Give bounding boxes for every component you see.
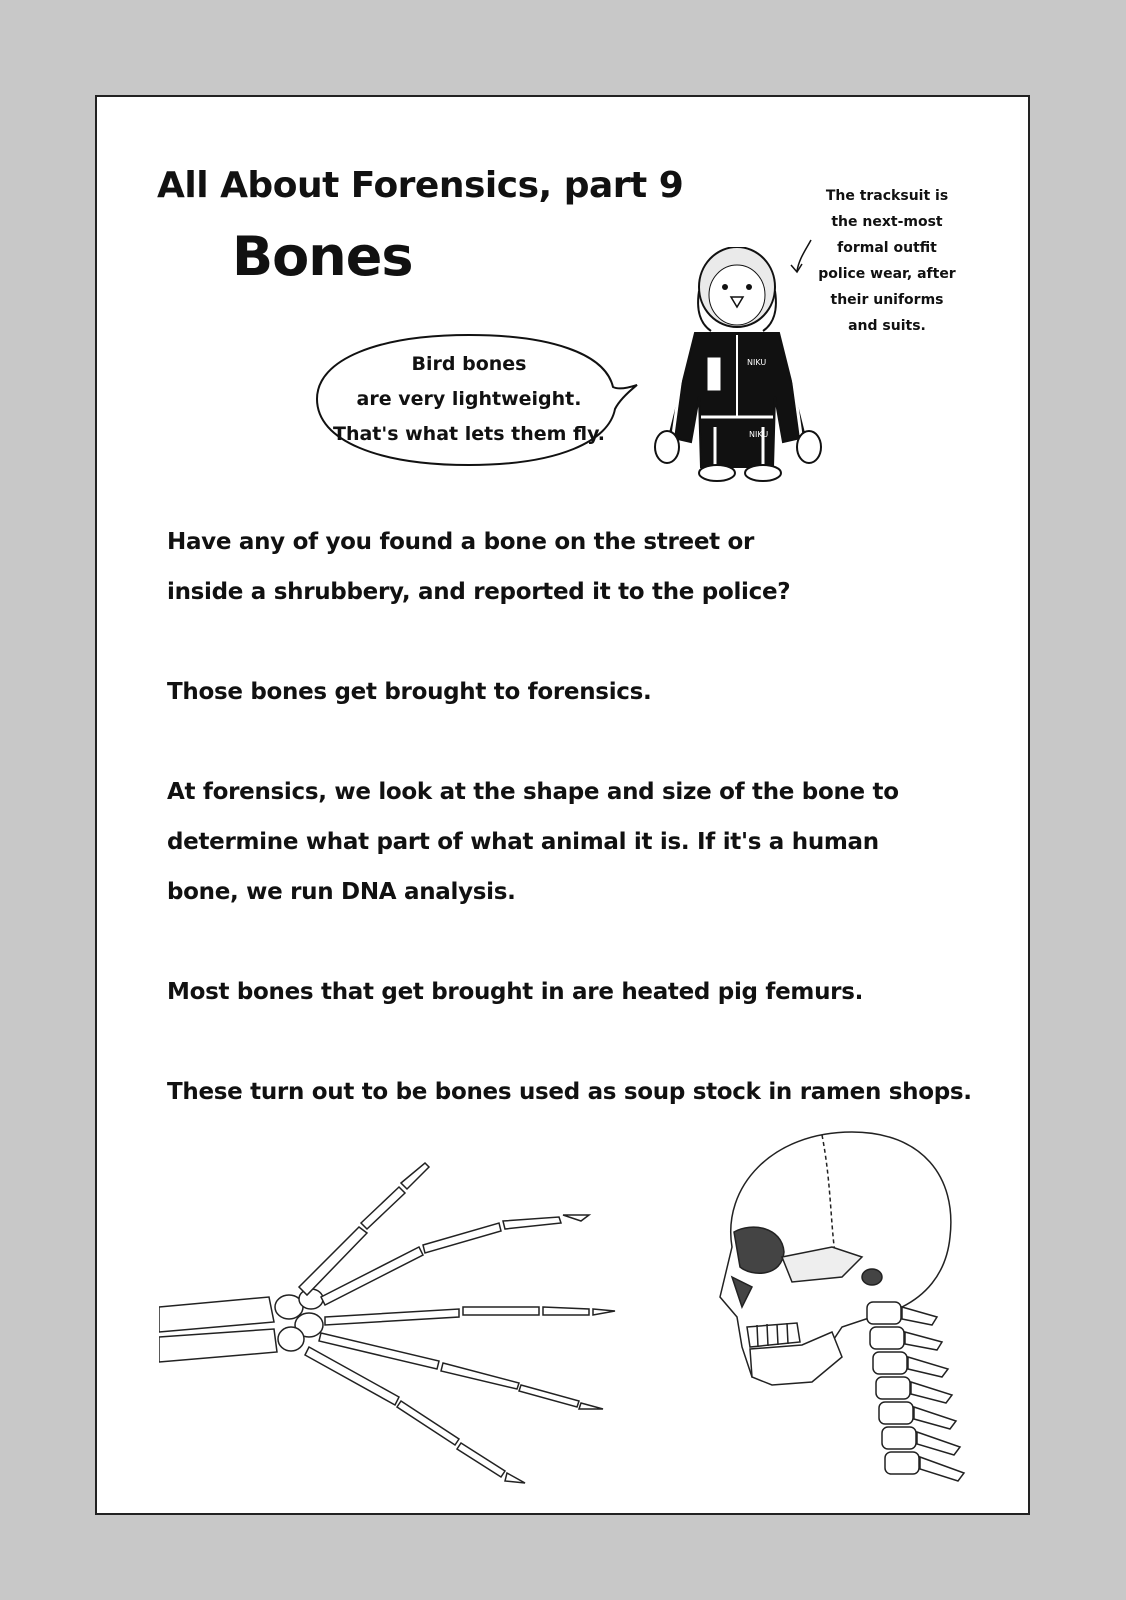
side-note-line: The tracksuit is xyxy=(825,188,949,204)
side-note-line: police wear, after xyxy=(818,266,956,282)
skull-and-spine-illustration xyxy=(712,1127,982,1497)
side-note-line: formal outfit xyxy=(837,240,937,256)
bubble-line: Bird bones xyxy=(411,353,527,375)
body-line: Those bones get brought to forensics. xyxy=(167,679,652,705)
bubble-line: are very lightweight. xyxy=(356,388,582,410)
side-note-line: their uniforms xyxy=(830,292,944,308)
body-line: Have any of you found a bone on the street or xyxy=(167,529,755,555)
side-note-line: and suits. xyxy=(848,318,926,334)
hand-skeleton-illustration xyxy=(159,1147,629,1487)
penguin-mascot-illustration xyxy=(645,247,845,487)
page-title: All About Forensics, part 9 xyxy=(157,165,684,206)
body-line: determine what part of what animal it is. If it's a human xyxy=(167,829,879,855)
pants-logo: NIKU xyxy=(749,430,769,439)
manga-page xyxy=(95,95,1030,1515)
body-line: These turn out to be bones used as soup stock in ramen shops. xyxy=(167,1079,972,1105)
body-line: Most bones that get brought in are heated pig femurs. xyxy=(167,979,864,1005)
jacket-logo: NIKU xyxy=(747,358,767,367)
page-subtitle: Bones xyxy=(232,225,413,288)
speech-bubble xyxy=(309,329,639,469)
body-line: At forensics, we look at the shape and size of the bone to xyxy=(167,779,899,805)
body-line: inside a shrubbery, and reported it to the police? xyxy=(167,579,791,605)
body-line: bone, we run DNA analysis. xyxy=(167,879,516,905)
bubble-line: That's what lets them fly. xyxy=(333,423,605,445)
side-note-line: the next-most xyxy=(831,214,943,230)
body-text xyxy=(167,517,1007,1117)
